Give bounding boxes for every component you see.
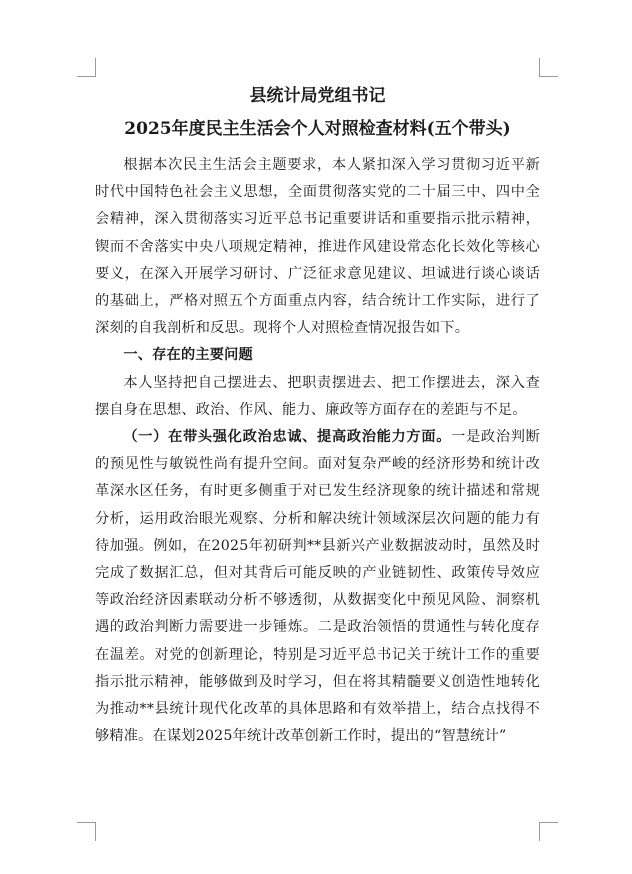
subsection1-paragraph	[95, 424, 540, 750]
section-heading-problems: 一、存在的主要问题	[123, 347, 253, 364]
document-body	[95, 80, 540, 750]
crop-mark-top-left	[77, 58, 96, 77]
document-title-line2: 2025年度民主生活会个人对照检查材料(五个带头)	[124, 119, 511, 139]
crop-mark-top-right	[539, 58, 558, 77]
document-title-line1: 县统计局党组书记	[249, 86, 386, 106]
crop-mark-bottom-right	[539, 822, 558, 841]
intro-paragraph: 根据本次民主生活会主题要求，本人紧扣深入学习贯彻习近平新时代中国特色社会主义思想，全面贯彻落实党的二十届三中、四中全会精神，深入贯彻落实习近平总书记重要讲话和重要指示批示精神，锲而不舍落实中央八项规定精神，推进作风建设常态化长效化等核心要义，在深入开展学习研讨、广泛征求意见建议、坦诚进行谈心谈话的基础上，严格对照五个方面重点内容，结合统计工作实际，进行了深刻的自我剖析和反思。现将个人对照检查情况报告如下。	[95, 157, 540, 337]
section1-intro-paragraph: 本人坚持把自己摆进去、把职责摆进去、把工作摆进去，深入查摆自身在思想、政治、作风、能力、廉政等方面存在的差距与不足。	[95, 374, 540, 418]
subsection1-body: 一是政治判断的预见性与敏锐性尚有提升空间。面对复杂严峻的经济形势和统计改革深水区任务，有时更多侧重于对已发生经济现象的统计描述和常规分析，运用政治眼光观察、分析和解决统计领域深层次问题的能力有待加强。例如，在2025年初研判**县新兴产业数据波动时，虽然及时完成了数据汇总，但对其背后可能反映的产业链韧性、政策传导效应等政治经济因素联动分析不够透彻，从数据变化中预见风险、洞察机遇的政治判断力需要进一步锤炼。二是政治领悟的贯通性与转化度存在温差。对党的创新理论，特别是习近平总书记关于统计工作的重要指示批示精神，能够做到及时学习，但在将其精髓要义创造性地转化为推动**县统计现代化改革的具体思路和有效举措上，结合点找得不够精准。在谋划2025年统计改革创新工作时，提出的“智慧统计”	[95, 429, 540, 745]
subsection1-heading: （一）在带头强化政治忠诚、提高政治能力方面。	[123, 429, 452, 446]
crop-mark-bottom-left	[77, 822, 96, 841]
